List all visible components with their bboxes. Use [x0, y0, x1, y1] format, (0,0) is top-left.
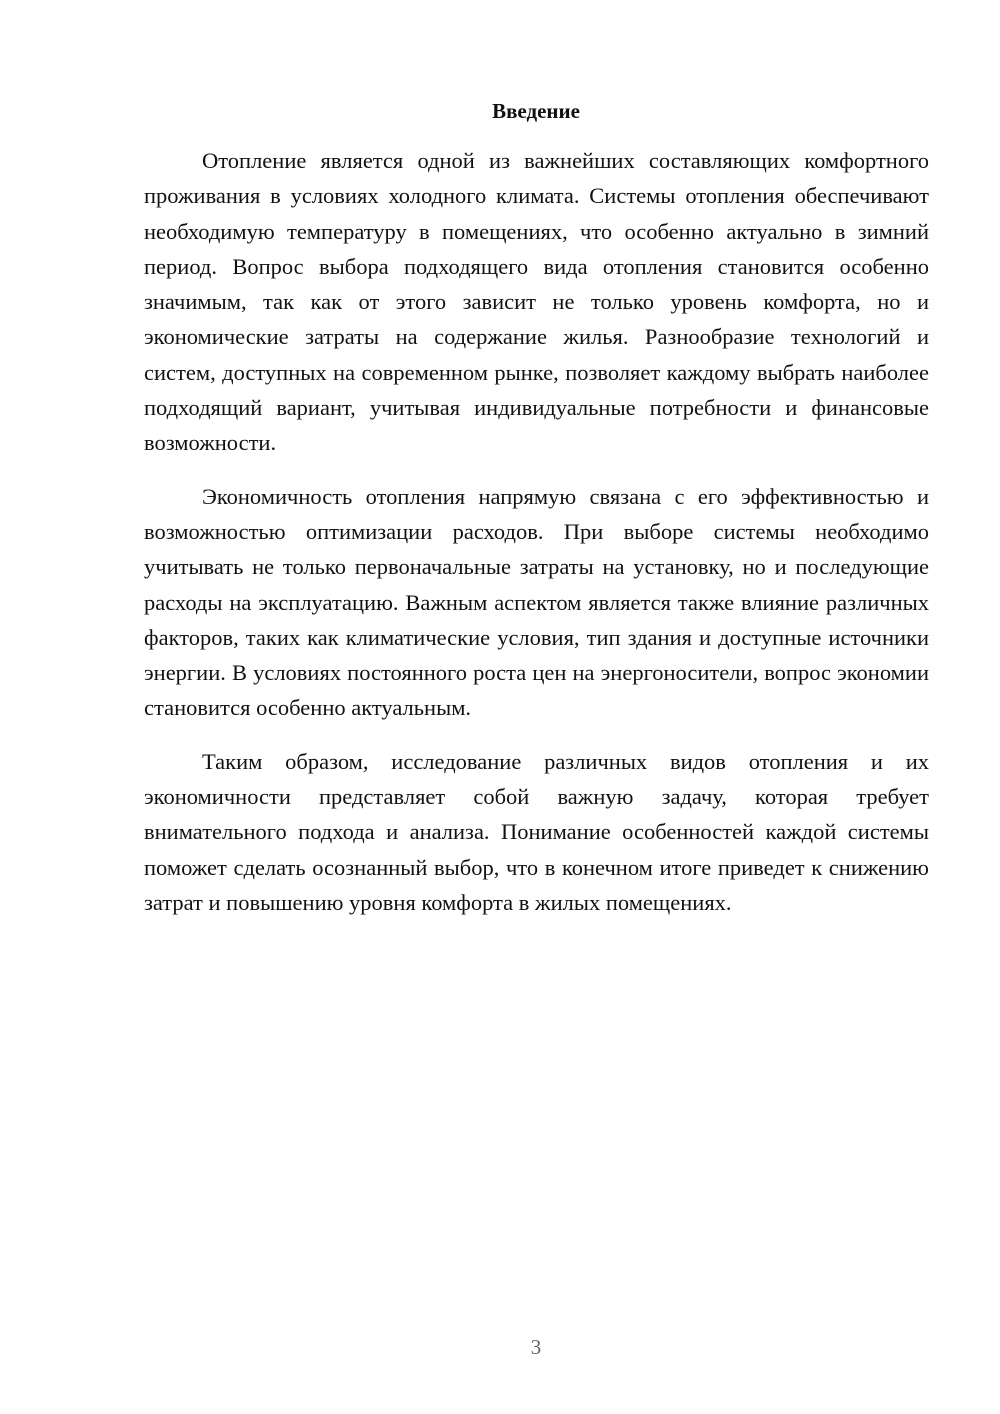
page-number: 3	[530, 1335, 542, 1359]
paragraph-2: Экономичность отопления напрямую связана с его эффективностью и возможностью оптимизации расходов. При выборе системы необходимо учитывать не только первоначальные затраты на установку, но и последующие расходы на эксплуатацию. Важным аспектом является также влияние различных факторов, таких как климатические условия, тип здания и доступные источники энергии. В условиях постоянного роста цен на энергоносители, вопрос экономии становится особенно актуальным.	[144, 483, 929, 721]
body-text	[144, 143, 929, 920]
section-heading: Введение	[492, 99, 580, 123]
paragraph-1: Отопление является одной из важнейших составляющих комфортного проживания в условиях холодного климата. Системы отопления обеспечивают необходимую температуру в помещениях, что особенно актуально в зимний период. Вопрос выбора подходящего вида отопления становится особенно значимым, так как от этого зависит не только уровень комфорта, но и экономические затраты на содержание жилья. Разнообразие технологий и систем, доступных на современном рынке, позволяет каждому выбрать наиболее подходящий вариант, учитывая индивидуальные потребности и финансовые возможности.	[144, 148, 929, 456]
paragraph-3: Таким образом, исследование различных видов отопления и их экономичности представляет собой важную задачу, которая требует внимательного подхода и анализа. Понимание особенностей каждой системы поможет сделать осознанный выбор, что в конечном итоге приведет к снижению затрат и повышению уровня комфорта в жилых помещениях.	[144, 748, 929, 915]
